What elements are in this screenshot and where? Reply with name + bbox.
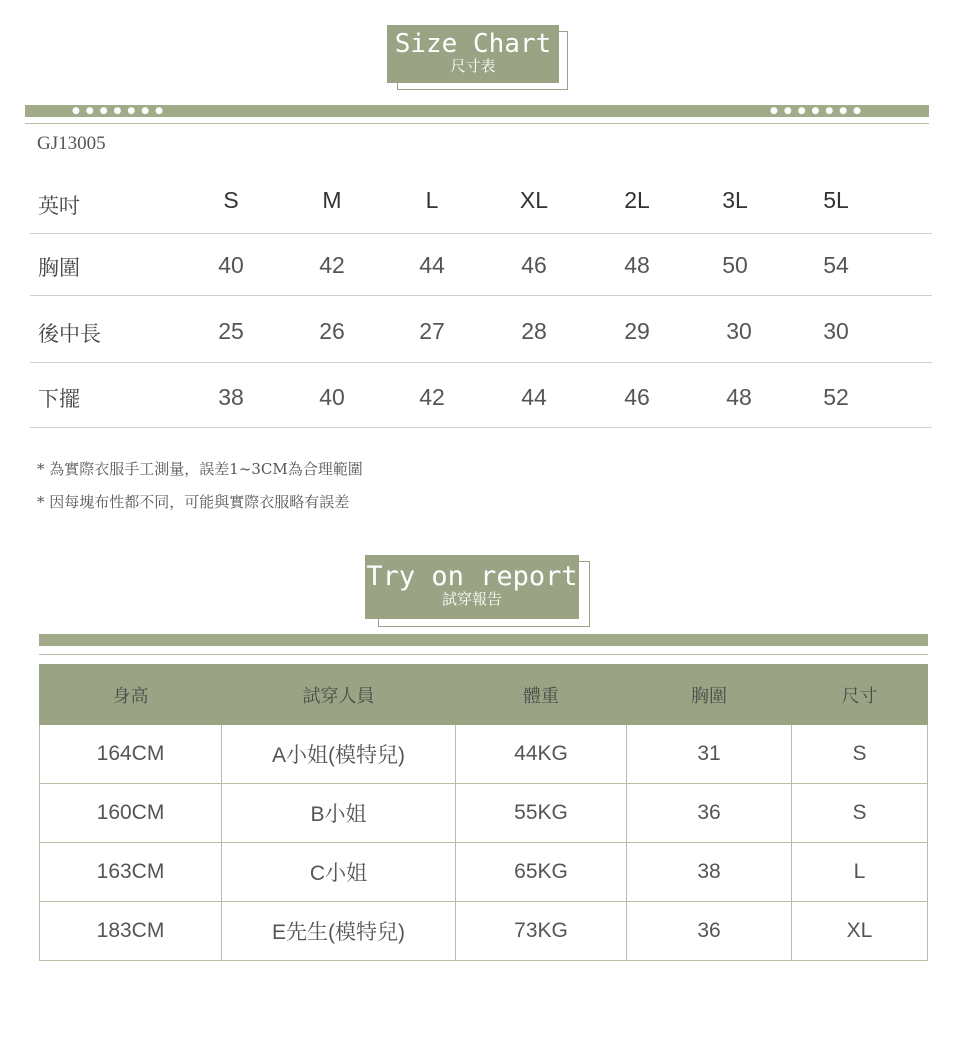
tryon-thin-line xyxy=(39,654,928,655)
height-cell: 164CM xyxy=(40,725,222,784)
tryon-table xyxy=(39,664,928,961)
table-row xyxy=(40,902,928,961)
header-bust: 胸圍 xyxy=(627,665,792,725)
size-header-cell: 5L xyxy=(823,187,849,213)
size-value-cell: 29 xyxy=(624,318,650,344)
size-value-cell: 54 xyxy=(823,252,849,278)
size-header-cell: S xyxy=(223,187,239,213)
size-value-cell: 48 xyxy=(726,384,752,410)
size-value-cell: 42 xyxy=(319,252,345,278)
size-value-cell: 40 xyxy=(319,384,345,410)
size-header-cell: 3L xyxy=(722,187,748,213)
size-value-cell: 48 xyxy=(624,252,650,278)
tryon-subtitle: 試穿報告 xyxy=(441,590,502,608)
measure-label: 後中長 xyxy=(38,322,101,346)
size-value-cell: 42 xyxy=(419,384,445,410)
measure-label: 下擺 xyxy=(38,387,80,411)
size-value-cell: 52 xyxy=(823,384,849,410)
bust-cell: 38 xyxy=(627,843,792,902)
size-chart-unit-label: 英吋 xyxy=(38,194,80,218)
size-value-cell: 46 xyxy=(624,384,650,410)
tester-cell: E先生(模特兒) xyxy=(222,902,456,961)
tryon-divider-bar xyxy=(39,634,928,646)
tester-cell: B小姐 xyxy=(222,784,456,843)
weight-cell: 55KG xyxy=(456,784,627,843)
weight-cell: 65KG xyxy=(456,843,627,902)
height-cell: 160CM xyxy=(40,784,222,843)
size-header-cell: L xyxy=(425,187,439,213)
size-cell: L xyxy=(792,843,928,902)
badge-fill xyxy=(365,555,579,619)
table-row xyxy=(40,784,928,843)
product-code: GJ13005 xyxy=(37,133,106,154)
bust-cell: 36 xyxy=(627,784,792,843)
size-chart-subtitle: 尺寸表 xyxy=(450,57,496,75)
measurement-note: * 為實際衣服手工測量，誤差1~3CM為合理範圍 xyxy=(37,460,363,478)
height-cell: 163CM xyxy=(40,843,222,902)
height-cell: 183CM xyxy=(40,902,222,961)
size-value-cell: 38 xyxy=(218,384,244,410)
row-separator xyxy=(30,427,932,428)
table-row xyxy=(40,843,928,902)
size-chart-thin-line xyxy=(25,123,929,124)
size-chart-row xyxy=(30,363,932,428)
size-header-cell: 2L xyxy=(624,187,650,213)
size-cell: S xyxy=(792,784,928,843)
fabric-note: * 因每塊布性都不同，可能與實際衣服略有誤差 xyxy=(37,493,350,511)
header-height: 身高 xyxy=(40,665,222,725)
size-cell: S xyxy=(792,725,928,784)
size-value-cell: 40 xyxy=(218,252,244,278)
size-value-cell: 28 xyxy=(521,318,547,344)
bust-cell: 31 xyxy=(627,725,792,784)
size-value-cell: 30 xyxy=(823,318,849,344)
tryon-header-row xyxy=(40,665,928,725)
header-weight: 體重 xyxy=(456,665,627,725)
size-value-cell: 44 xyxy=(521,384,547,410)
size-value-cell: 44 xyxy=(419,252,445,278)
size-value-cell: 26 xyxy=(319,318,345,344)
decorative-dots-right: ●●●●●●● xyxy=(770,106,867,116)
size-cell: XL xyxy=(792,902,928,961)
size-chart-title: Size Chart xyxy=(394,29,552,59)
size-chart-row xyxy=(30,296,932,363)
size-value-cell: 46 xyxy=(521,252,547,278)
tester-cell: A小姐(模特兒) xyxy=(222,725,456,784)
weight-cell: 73KG xyxy=(456,902,627,961)
size-value-cell: 50 xyxy=(722,252,748,278)
header-tester: 試穿人員 xyxy=(222,665,456,725)
bust-cell: 36 xyxy=(627,902,792,961)
size-value-cell: 25 xyxy=(218,318,244,344)
tryon-title: Try on report xyxy=(366,561,578,592)
tester-cell: C小姐 xyxy=(222,843,456,902)
measure-label: 胸圍 xyxy=(38,256,80,280)
weight-cell: 44KG xyxy=(456,725,627,784)
size-value-cell: 27 xyxy=(419,318,445,344)
size-value-cell: 30 xyxy=(726,318,752,344)
decorative-dots-left: ●●●●●●● xyxy=(72,106,169,116)
size-header-cell: XL xyxy=(519,187,549,213)
size-header-cell: M xyxy=(322,187,342,213)
size-chart-header-row xyxy=(30,172,932,234)
badge-fill xyxy=(387,25,559,83)
table-row xyxy=(40,725,928,784)
header-size: 尺寸 xyxy=(792,665,928,725)
size-chart-row xyxy=(30,234,932,296)
